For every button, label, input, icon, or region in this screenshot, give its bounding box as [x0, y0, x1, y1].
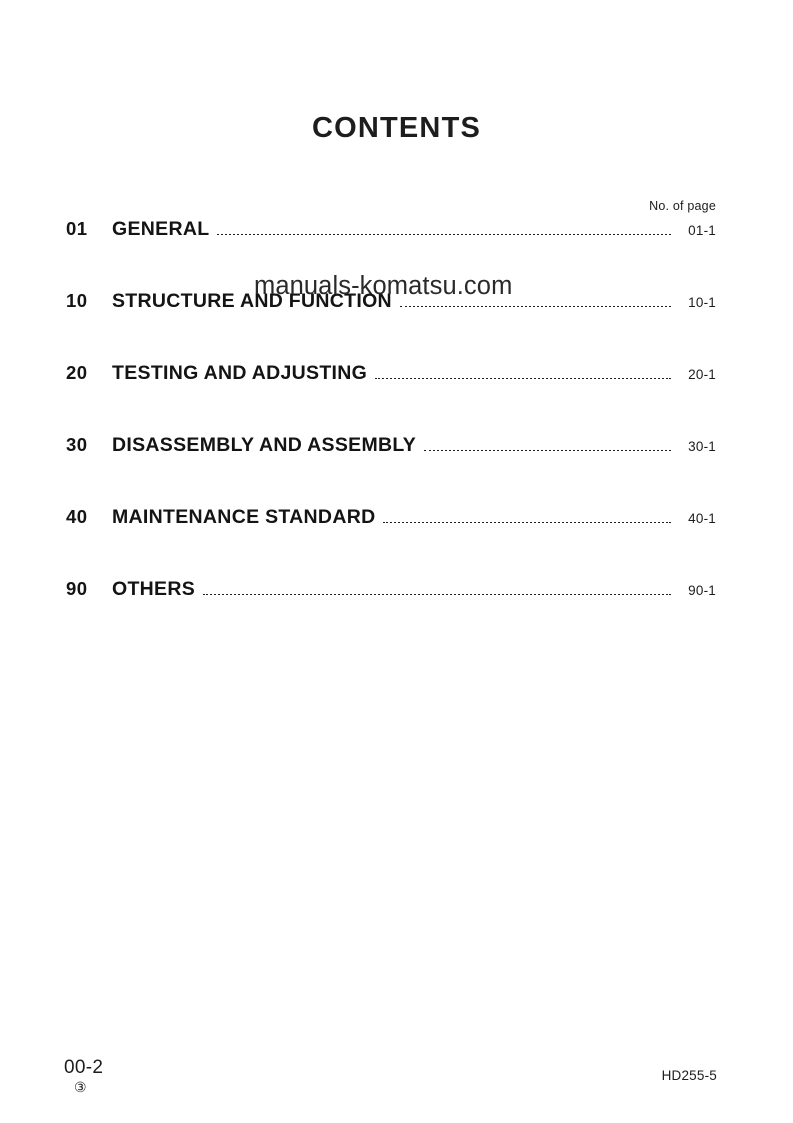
toc-entry-number: 40	[66, 506, 88, 527]
page-title: CONTENTS	[311, 112, 482, 144]
toc-entry-90[interactable]	[66, 578, 716, 650]
toc-entry-title: STRUCTURE AND FUNCTION	[112, 290, 392, 312]
dot-leader	[217, 234, 671, 235]
toc-entry-20[interactable]	[66, 362, 716, 434]
toc-entry-page: 40-1	[688, 511, 716, 526]
toc-entry-page: 20-1	[688, 367, 716, 382]
page-number-column-header: No. of page	[649, 199, 716, 213]
toc-entry-number: 01	[66, 218, 88, 239]
toc-entry-30[interactable]	[66, 434, 716, 506]
toc-entry-title: DISASSEMBLY AND ASSEMBLY	[112, 434, 417, 456]
toc-entry-number: 20	[66, 362, 88, 383]
toc-entry-title: OTHERS	[112, 578, 196, 600]
dot-leader	[424, 450, 671, 451]
dot-leader	[400, 306, 671, 307]
toc-entry-page: 30-1	[688, 439, 716, 454]
toc-entry-page: 90-1	[688, 583, 716, 598]
toc-entry-title: TESTING AND ADJUSTING	[112, 362, 368, 384]
revision-mark: ③	[74, 1079, 87, 1095]
toc-entry-number: 30	[66, 434, 88, 455]
toc-entry-title: MAINTENANCE STANDARD	[112, 506, 376, 528]
footer-page-number: 00-2	[64, 1057, 104, 1078]
toc-entry-page: 10-1	[688, 295, 716, 310]
dot-leader	[383, 522, 671, 523]
footer-model-code: HD255-5	[661, 1068, 717, 1083]
toc-entry-title: GENERAL	[112, 218, 210, 240]
dot-leader	[375, 378, 671, 379]
toc-entry-number: 10	[66, 290, 88, 311]
footer-left	[64, 1057, 184, 1094]
toc-entry-40[interactable]	[66, 506, 716, 578]
toc-entry-page: 01-1	[688, 223, 716, 238]
watermark: manuals-komatsu.com	[254, 272, 513, 300]
dot-leader	[203, 594, 671, 595]
toc-entry-number: 90	[66, 578, 88, 599]
